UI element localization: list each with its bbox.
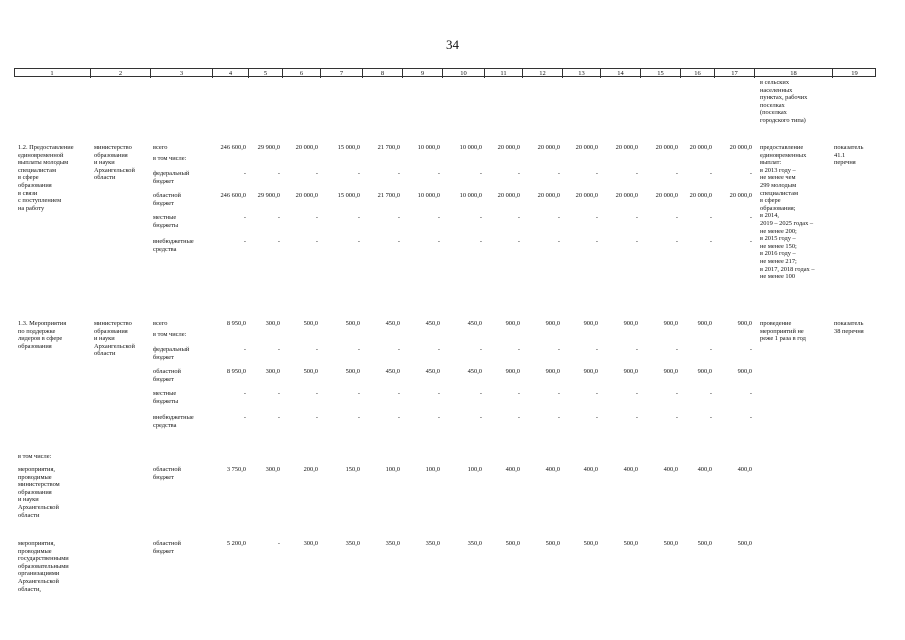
- value-cell: 100,0: [467, 466, 482, 473]
- value-cell: 20 000,0: [295, 144, 318, 151]
- value-cell: -: [479, 414, 482, 421]
- value-cell: -: [277, 346, 280, 353]
- value-cell: -: [595, 346, 598, 353]
- value-cell: -: [315, 414, 318, 421]
- header-cell-15: 15: [640, 69, 680, 78]
- header-cell-10: 10: [442, 69, 484, 78]
- value-cell: -: [357, 214, 360, 221]
- value-cell: -: [243, 170, 246, 177]
- value-cell: -: [635, 170, 638, 177]
- value-cell: 450,0: [467, 320, 482, 327]
- value-cell: 10 000,0: [417, 144, 440, 151]
- funding-source-label: областной бюджет: [153, 192, 181, 207]
- value-cell: 29 900,0: [257, 144, 280, 151]
- value-cell: -: [243, 414, 246, 421]
- value-cell: 400,0: [737, 466, 752, 473]
- header-cell-7: 7: [320, 69, 362, 78]
- value-cell: -: [315, 214, 318, 221]
- value-cell: -: [595, 238, 598, 245]
- value-cell: 900,0: [583, 368, 598, 375]
- section-title: 1.2. Предоставление единовременной выплаты молодым специалистам в сфере образования в связи с поступлением на работу: [18, 144, 74, 212]
- value-cell: 500,0: [583, 540, 598, 547]
- value-cell: -: [517, 390, 520, 397]
- value-cell: 20 000,0: [615, 144, 638, 151]
- value-cell: 5 200,0: [226, 540, 246, 547]
- value-cell: -: [479, 238, 482, 245]
- header-cell-12: 12: [522, 69, 562, 78]
- value-cell: 500,0: [505, 540, 520, 547]
- value-cell: -: [709, 214, 712, 221]
- value-cell: -: [749, 238, 752, 245]
- value-cell: -: [437, 214, 440, 221]
- value-cell: 500,0: [623, 540, 638, 547]
- value-cell: 20 000,0: [575, 192, 598, 199]
- value-cell: 500,0: [303, 368, 318, 375]
- value-cell: -: [635, 214, 638, 221]
- value-cell: -: [315, 170, 318, 177]
- value-cell: -: [479, 214, 482, 221]
- value-cell: -: [595, 414, 598, 421]
- funding-source-label: всего: [153, 144, 168, 151]
- value-cell: 900,0: [737, 320, 752, 327]
- value-cell: -: [749, 214, 752, 221]
- value-cell: -: [243, 346, 246, 353]
- value-cell: -: [517, 238, 520, 245]
- value-cell: -: [315, 238, 318, 245]
- value-cell: -: [595, 390, 598, 397]
- header-cell-9: 9: [402, 69, 442, 78]
- value-cell: -: [397, 238, 400, 245]
- header-cell-3: 3: [150, 69, 212, 78]
- value-cell: -: [557, 238, 560, 245]
- value-cell: -: [709, 238, 712, 245]
- funding-source-label: областной бюджет: [153, 466, 181, 481]
- value-cell: 100,0: [385, 466, 400, 473]
- header-cell-19: 19: [832, 69, 876, 78]
- value-cell: -: [709, 346, 712, 353]
- value-cell: 500,0: [303, 320, 318, 327]
- value-cell: 10 000,0: [417, 192, 440, 199]
- value-cell: -: [357, 414, 360, 421]
- value-cell: -: [557, 390, 560, 397]
- value-cell: 400,0: [663, 466, 678, 473]
- value-cell: 450,0: [385, 320, 400, 327]
- value-cell: -: [479, 346, 482, 353]
- value-cell: 20 000,0: [655, 144, 678, 151]
- value-cell: 500,0: [345, 368, 360, 375]
- value-cell: 20 000,0: [729, 192, 752, 199]
- value-cell: 20 000,0: [295, 192, 318, 199]
- value-cell: 500,0: [545, 540, 560, 547]
- expected-result: предоставление единовременных выплат: в 2013 году – не менее чем 299 молодым специалистам в сфере образования; в 2014, 2019 – 2025 годах – не менее 200; в 2015 году – не менее 150; в 2016 году – не менее 217; в 2017, 2018 годах – не менее 100: [760, 144, 815, 281]
- value-cell: -: [595, 214, 598, 221]
- value-cell: 900,0: [583, 320, 598, 327]
- funding-source-label: федеральный бюджет: [153, 170, 190, 185]
- value-cell: 900,0: [663, 320, 678, 327]
- value-cell: -: [517, 214, 520, 221]
- value-cell: 450,0: [467, 368, 482, 375]
- value-cell: 10 000,0: [459, 192, 482, 199]
- including-label: в том числе:: [18, 453, 52, 460]
- value-cell: -: [675, 346, 678, 353]
- value-cell: -: [243, 238, 246, 245]
- funding-source-label: в том числе:: [153, 331, 187, 338]
- header-cell-2: 2: [90, 69, 150, 78]
- value-cell: -: [277, 170, 280, 177]
- value-cell: 246 600,0: [220, 144, 246, 151]
- value-cell: -: [243, 214, 246, 221]
- value-cell: -: [557, 414, 560, 421]
- value-cell: -: [635, 346, 638, 353]
- value-cell: -: [357, 238, 360, 245]
- value-cell: 10 000,0: [459, 144, 482, 151]
- value-cell: -: [315, 390, 318, 397]
- value-cell: 900,0: [663, 368, 678, 375]
- value-cell: 400,0: [583, 466, 598, 473]
- value-cell: 300,0: [265, 368, 280, 375]
- funding-source-label: в том числе:: [153, 155, 187, 162]
- value-cell: 400,0: [623, 466, 638, 473]
- value-cell: 20 000,0: [729, 144, 752, 151]
- value-cell: 246 600,0: [220, 192, 246, 199]
- sub-item-title: мероприятия, проводимые государственными образовательными организациями Архангельской области,: [18, 540, 69, 593]
- value-cell: -: [709, 170, 712, 177]
- value-cell: -: [357, 346, 360, 353]
- sub-item-title: мероприятия, проводимые министерством образования и науки Архангельской области: [18, 466, 60, 519]
- value-cell: -: [277, 214, 280, 221]
- value-cell: -: [357, 170, 360, 177]
- funding-source-label: местные бюджеты: [153, 214, 179, 229]
- value-cell: -: [277, 390, 280, 397]
- value-cell: 15 000,0: [337, 192, 360, 199]
- value-cell: 20 000,0: [497, 144, 520, 151]
- value-cell: 15 000,0: [337, 144, 360, 151]
- value-cell: 8 950,0: [226, 368, 246, 375]
- result-fragment: в сельских населенных пунктах, рабочих поселках (поселках городского типа): [760, 79, 808, 124]
- value-cell: -: [397, 414, 400, 421]
- value-cell: 400,0: [545, 466, 560, 473]
- value-cell: 21 700,0: [377, 144, 400, 151]
- value-cell: -: [437, 346, 440, 353]
- expected-result: проведение мероприятий не реже 1 раза в год: [760, 320, 806, 343]
- value-cell: -: [675, 170, 678, 177]
- value-cell: -: [397, 170, 400, 177]
- value-cell: 20 000,0: [689, 192, 712, 199]
- target-indicator: показатель 38 перечня: [834, 320, 864, 335]
- value-cell: -: [357, 390, 360, 397]
- value-cell: 200,0: [303, 466, 318, 473]
- funding-source-label: местные бюджеты: [153, 390, 179, 405]
- value-cell: 500,0: [663, 540, 678, 547]
- value-cell: -: [595, 170, 598, 177]
- value-cell: 300,0: [303, 540, 318, 547]
- value-cell: -: [709, 390, 712, 397]
- value-cell: -: [315, 346, 318, 353]
- header-cell-18: 18: [754, 69, 832, 78]
- funding-source-label: федеральный бюджет: [153, 346, 190, 361]
- value-cell: -: [277, 238, 280, 245]
- value-cell: -: [437, 170, 440, 177]
- value-cell: 20 000,0: [615, 192, 638, 199]
- value-cell: 400,0: [697, 466, 712, 473]
- value-cell: 350,0: [467, 540, 482, 547]
- value-cell: -: [243, 390, 246, 397]
- value-cell: 300,0: [265, 320, 280, 327]
- value-cell: 20 000,0: [537, 144, 560, 151]
- value-cell: 20 000,0: [655, 192, 678, 199]
- value-cell: -: [397, 214, 400, 221]
- value-cell: -: [277, 540, 280, 547]
- value-cell: 300,0: [265, 466, 280, 473]
- header-cell-8: 8: [362, 69, 402, 78]
- value-cell: -: [675, 414, 678, 421]
- header-cell-1: 1: [50, 70, 54, 77]
- executor: министерство образования и науки Архангельской области: [94, 320, 135, 358]
- value-cell: 350,0: [345, 540, 360, 547]
- value-cell: 350,0: [385, 540, 400, 547]
- value-cell: -: [277, 414, 280, 421]
- value-cell: -: [635, 238, 638, 245]
- value-cell: -: [397, 390, 400, 397]
- value-cell: 29 900,0: [257, 192, 280, 199]
- value-cell: -: [479, 170, 482, 177]
- value-cell: -: [517, 346, 520, 353]
- header-cell-6: 6: [282, 69, 320, 78]
- page-number: 34: [446, 37, 459, 52]
- value-cell: -: [675, 214, 678, 221]
- value-cell: 450,0: [385, 368, 400, 375]
- funding-source-label: областной бюджет: [153, 368, 181, 383]
- funding-source-label: внебюджетные средства: [153, 238, 194, 253]
- value-cell: 100,0: [425, 466, 440, 473]
- value-cell: -: [749, 390, 752, 397]
- value-cell: 8 950,0: [226, 320, 246, 327]
- value-cell: -: [749, 170, 752, 177]
- value-cell: 450,0: [425, 368, 440, 375]
- value-cell: 20 000,0: [575, 144, 598, 151]
- value-cell: 21 700,0: [377, 192, 400, 199]
- value-cell: 900,0: [505, 320, 520, 327]
- value-cell: -: [557, 346, 560, 353]
- value-cell: 900,0: [545, 320, 560, 327]
- header-cell-16: 16: [680, 69, 714, 78]
- value-cell: -: [635, 390, 638, 397]
- value-cell: -: [709, 414, 712, 421]
- value-cell: -: [517, 170, 520, 177]
- value-cell: -: [479, 390, 482, 397]
- header-cell-4: 4: [212, 69, 248, 78]
- value-cell: 20 000,0: [497, 192, 520, 199]
- value-cell: 500,0: [345, 320, 360, 327]
- value-cell: 900,0: [623, 320, 638, 327]
- value-cell: 900,0: [545, 368, 560, 375]
- header-cell-5: 5: [248, 69, 282, 78]
- value-cell: -: [517, 414, 520, 421]
- value-cell: 150,0: [345, 466, 360, 473]
- header-cell-17: 17: [714, 69, 754, 78]
- value-cell: 500,0: [697, 540, 712, 547]
- target-indicator: показатель 41.1 перечня: [834, 144, 864, 167]
- funding-source-label: внебюджетные средства: [153, 414, 194, 429]
- header-cell-11: 11: [484, 69, 522, 78]
- funding-source-label: областной бюджет: [153, 540, 181, 555]
- value-cell: 450,0: [425, 320, 440, 327]
- value-cell: 20 000,0: [537, 192, 560, 199]
- value-cell: -: [635, 414, 638, 421]
- value-cell: 3 750,0: [226, 466, 246, 473]
- value-cell: 900,0: [623, 368, 638, 375]
- value-cell: -: [437, 238, 440, 245]
- value-cell: 900,0: [737, 368, 752, 375]
- value-cell: -: [437, 390, 440, 397]
- header-cell-14: 14: [600, 69, 640, 78]
- executor: министерство образования и науки Архангельской области: [94, 144, 135, 182]
- value-cell: -: [397, 346, 400, 353]
- header-cell-13: 13: [562, 69, 600, 78]
- value-cell: -: [749, 346, 752, 353]
- section-title: 1.3. Мероприятия по поддержке лидеров в сфере образования: [18, 320, 67, 350]
- value-cell: 900,0: [697, 368, 712, 375]
- value-cell: 900,0: [697, 320, 712, 327]
- value-cell: -: [557, 170, 560, 177]
- value-cell: 350,0: [425, 540, 440, 547]
- value-cell: -: [557, 214, 560, 221]
- value-cell: 900,0: [505, 368, 520, 375]
- value-cell: -: [675, 390, 678, 397]
- value-cell: -: [749, 414, 752, 421]
- value-cell: -: [437, 414, 440, 421]
- value-cell: -: [675, 238, 678, 245]
- value-cell: 500,0: [737, 540, 752, 547]
- value-cell: 20 000,0: [689, 144, 712, 151]
- funding-source-label: всего: [153, 320, 168, 327]
- value-cell: 400,0: [505, 466, 520, 473]
